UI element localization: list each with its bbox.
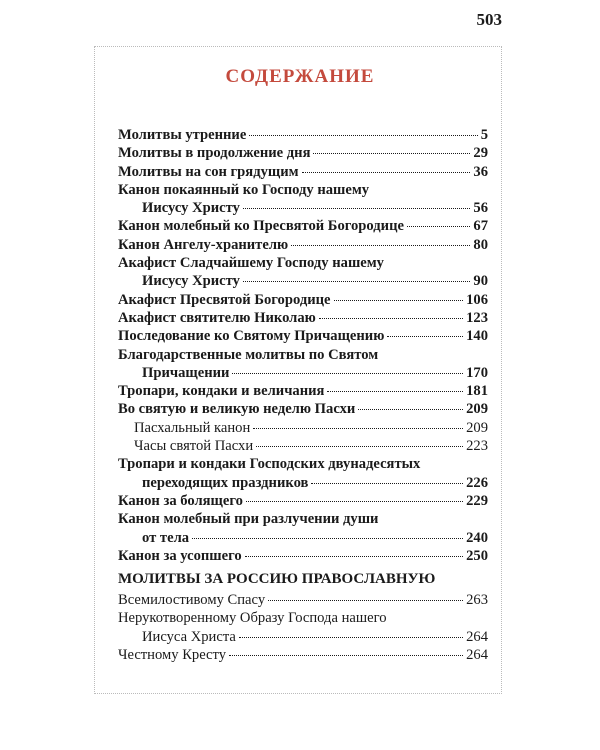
toc-page-number: 170 (466, 364, 488, 381)
toc-entry-title: Канон молебный при разлучении души (118, 511, 379, 528)
dot-leader (387, 336, 463, 337)
toc-page-number: 67 (473, 218, 488, 235)
dot-leader (239, 637, 463, 638)
toc-entry-title: Пасхальный канон (134, 419, 251, 436)
toc-entry-title: Акафист Сладчайшему Господу нашему (118, 255, 384, 272)
toc-page-number: 29 (473, 145, 488, 162)
toc-page-number: 209 (466, 401, 488, 418)
section-title: МОЛИТВЫ ЗА РОССИЮ ПРАВОСЛАВНУЮ (118, 571, 436, 587)
toc-entry[interactable] (118, 346, 488, 383)
toc-entry[interactable] (118, 419, 488, 437)
dot-leader (302, 172, 471, 173)
toc-entry-title: Акафист святителю Николаю (118, 309, 316, 326)
toc-page-number: 106 (466, 291, 488, 308)
dot-leader (358, 409, 463, 410)
toc-entry-title: Молитвы на сон грядущим (118, 163, 299, 180)
toc-entry-title: Канон молебный ко Пресвятой Богородице (118, 218, 404, 235)
toc-entry[interactable] (118, 144, 488, 162)
toc-entry[interactable] (118, 510, 488, 547)
toc-page-number: 226 (466, 474, 488, 491)
toc-entry[interactable] (118, 236, 488, 254)
toc-entry-title: переходящих праздников (142, 474, 309, 491)
toc-entry[interactable] (118, 217, 488, 235)
toc-entry[interactable] (118, 327, 488, 345)
toc-entry[interactable] (118, 455, 488, 492)
toc-entry[interactable] (118, 437, 488, 455)
toc-page-number: 223 (466, 438, 488, 455)
dot-leader (229, 655, 463, 656)
toc-entry-title: Молитвы в продолжение дня (118, 145, 311, 162)
section-contents (118, 591, 488, 664)
dot-leader (246, 501, 463, 502)
toc-entry-title: Иисусу Христу (142, 200, 240, 217)
dot-leader (313, 153, 470, 154)
dot-leader (334, 300, 464, 301)
toc-entry-title: Последование ко Святому Причащению (118, 328, 385, 345)
toc-page-number: 181 (466, 383, 488, 400)
dot-leader (192, 538, 463, 539)
toc-entry-title: Нерукотворенному Образу Господа нашего (118, 610, 387, 627)
toc-entry-title: Канон покаянный ко Господу нашему (118, 181, 370, 198)
dot-leader (268, 600, 463, 601)
page-number: 503 (476, 10, 502, 29)
toc-entry-title: Часы святой Пасхи (134, 438, 254, 455)
toc-entry-title: Канон за болящего (118, 492, 243, 509)
page-title: СОДЕРЖАНИЕ (225, 66, 375, 87)
toc-entry-title: Причащении (142, 364, 230, 381)
toc-entry-title: Честному Кресту (118, 646, 227, 663)
toc-entry-title: Акафист Пресвятой Богородице (118, 291, 331, 308)
toc-page-number: 90 (473, 273, 488, 290)
toc-entry[interactable] (118, 254, 488, 291)
dot-leader (243, 281, 470, 282)
toc-entry-title: Канон Ангелу-хранителю (118, 236, 289, 253)
toc-entry-title: Иисуса Христа (142, 628, 236, 645)
toc-entry-title: Всемилостивому Спасу (118, 592, 266, 608)
toc-page-number: 264 (466, 628, 488, 645)
toc-entry[interactable] (118, 181, 488, 218)
dot-leader (319, 318, 463, 319)
toc-entry[interactable] (118, 492, 488, 510)
toc-entry-title: Во святую и великую неделю Пасхи (118, 401, 356, 418)
toc-entry-title: Молитвы утренние (118, 127, 247, 143)
toc-entry-title: от тела (142, 529, 190, 546)
table-of-contents (118, 126, 488, 565)
toc-page-number: 80 (473, 236, 488, 253)
toc-entry-title: Канон за усопшего (118, 547, 242, 564)
toc-entry[interactable] (118, 309, 488, 327)
toc-page-number: 56 (473, 200, 488, 217)
toc-page-number: 5 (480, 127, 488, 143)
toc-entry[interactable] (118, 400, 488, 418)
toc-entry[interactable] (118, 547, 488, 565)
toc-page-number: 250 (466, 547, 488, 564)
toc-page-number: 240 (466, 529, 488, 546)
toc-page-number: 36 (473, 163, 488, 180)
toc-entry[interactable] (118, 291, 488, 309)
dot-leader (407, 226, 470, 227)
toc-page-number: 263 (466, 592, 488, 608)
toc-entry[interactable] (118, 591, 488, 609)
toc-entry-title: Благодарственные молитвы по Святом (118, 346, 379, 363)
dot-leader (327, 391, 463, 392)
toc-entry[interactable] (118, 646, 488, 664)
dot-leader (249, 135, 477, 136)
toc-page-number: 140 (466, 328, 488, 345)
dot-leader (291, 245, 470, 246)
toc-page-number: 229 (466, 492, 488, 509)
toc-entry-title: Иисусу Христу (142, 273, 240, 290)
dot-leader (253, 428, 463, 429)
dot-leader (245, 556, 463, 557)
dot-leader (243, 208, 470, 209)
toc-entry[interactable] (118, 126, 488, 144)
toc-page-number: 264 (466, 646, 488, 663)
toc-entry[interactable] (118, 163, 488, 181)
dot-leader (256, 446, 463, 447)
toc-page-number: 209 (466, 419, 488, 436)
toc-entry[interactable] (118, 609, 488, 646)
toc-page-number: 123 (466, 309, 488, 326)
dot-leader (311, 483, 463, 484)
toc-entry[interactable] (118, 382, 488, 400)
toc-entry-title: Тропари и кондаки Господских двунадесятых (118, 456, 421, 473)
dot-leader (232, 373, 463, 374)
toc-entry-title: Тропари, кондаки и величания (118, 383, 325, 400)
